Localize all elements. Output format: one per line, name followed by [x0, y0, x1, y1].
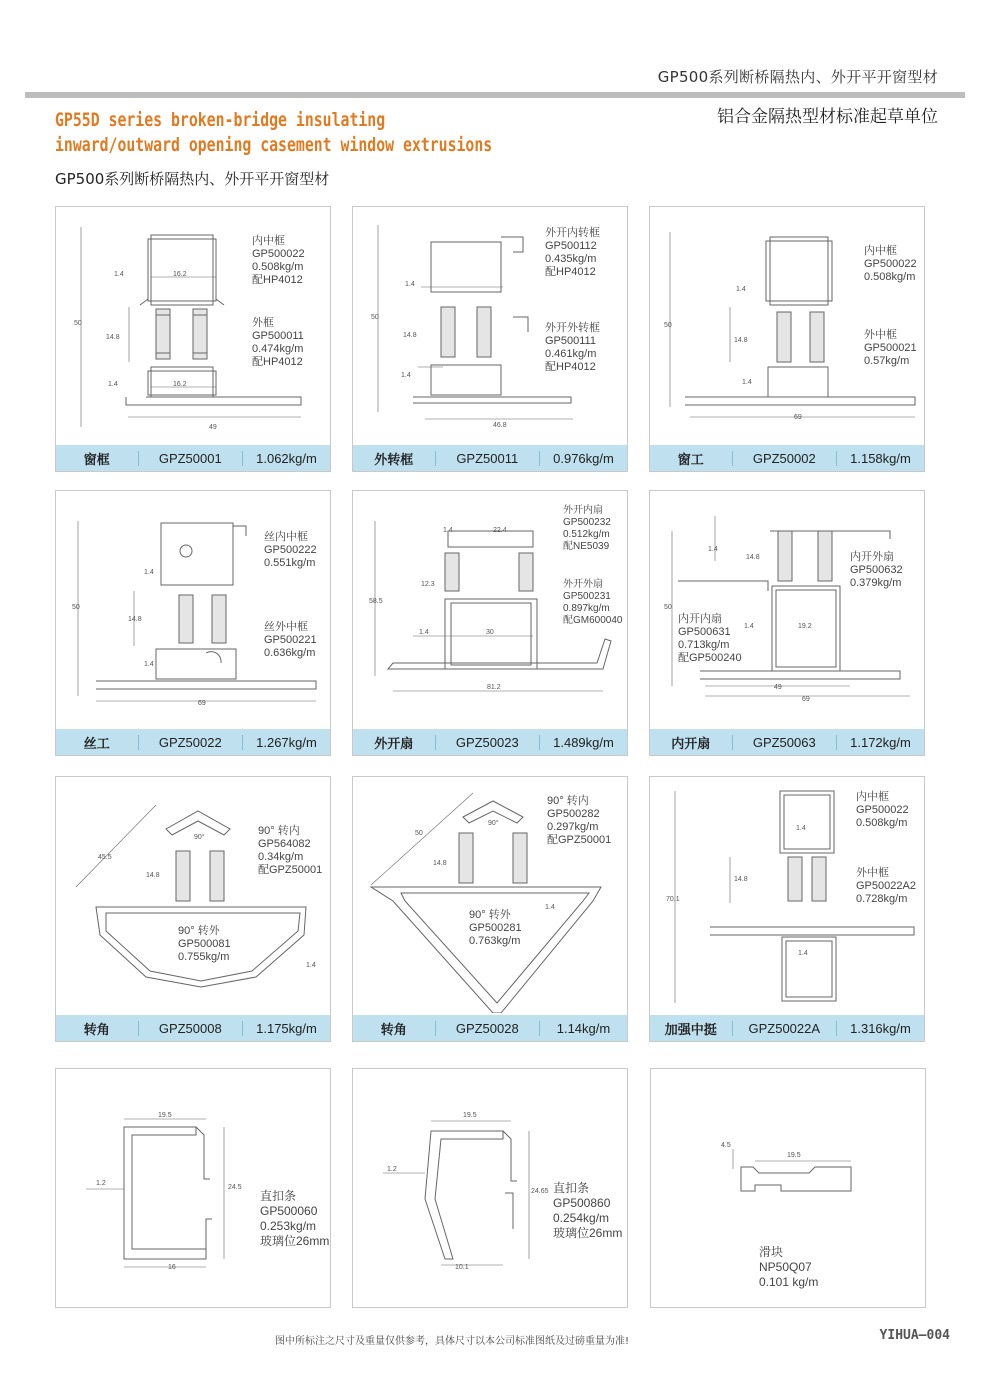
profile-name: 窗框	[83, 451, 110, 467]
profile-weight: 0.976kg/m	[553, 450, 614, 466]
profile-label: 外框 GP500011 0.474kg/m 配HP4012	[252, 317, 304, 368]
profile-weight: 1.175kg/m	[256, 1020, 317, 1036]
dimension-label: 81.2	[487, 684, 501, 691]
profile-panel	[352, 1068, 628, 1308]
footer-note: 图中所标注之尺寸及重量仅供参考，具体尺寸以本公司标准图纸及过磅重量为准!	[275, 1336, 630, 1347]
profile-code: GPZ50011	[435, 451, 540, 466]
english-title	[55, 108, 492, 158]
profile-info-bar	[353, 729, 627, 755]
profile-name: 加强中挺	[664, 1021, 717, 1037]
profile-name: 内开扇	[671, 735, 711, 751]
profile-name: 窗工	[677, 451, 704, 467]
dimension-label: 4.5	[721, 1142, 731, 1149]
dimension-label: 1.4	[419, 629, 429, 636]
dimension-label: 24.5	[228, 1184, 242, 1191]
profile-label: 直扣条 GP500060 0.253kg/m 玻璃位26mm	[260, 1189, 330, 1248]
dimension-label: 1.4	[114, 271, 124, 278]
profile-weight: 1.14kg/m	[556, 1020, 611, 1036]
profile-info-bar	[56, 1015, 330, 1041]
dimension-label: 49	[774, 684, 782, 691]
dimension-label: 45.5	[98, 854, 112, 861]
profile-panel	[649, 490, 925, 756]
dimension-label: 1.4	[736, 286, 746, 293]
profile-name: 转角	[380, 1021, 407, 1037]
profile-code: GPZ50002	[732, 451, 837, 466]
dimension-label: 14.8	[433, 860, 447, 867]
profile-panel	[55, 490, 331, 756]
profile-panel	[352, 776, 628, 1042]
dimension-label: 19.5	[158, 1112, 172, 1119]
profile-name: 丝工	[83, 735, 110, 751]
dimension-label: 50	[415, 830, 423, 837]
dimension-label: 1.4	[306, 962, 316, 969]
profile-label: 90° 转外 GP500281 0.763kg/m	[469, 909, 522, 947]
dimension-label: 50	[664, 322, 672, 329]
profile-label: 内开外扇 GP500632 0.379kg/m	[850, 551, 903, 589]
dimension-label: 19.5	[463, 1112, 477, 1119]
english-title-line1: GP55D series broken-bridge insulating	[55, 109, 386, 131]
dimension-label: 30	[486, 629, 494, 636]
dimension-label: 1.4	[401, 372, 411, 379]
profile-label: 直扣条 GP500860 0.254kg/m 玻璃位26mm	[553, 1181, 623, 1240]
profile-info-bar	[353, 445, 627, 471]
dimension-label: 16	[168, 1264, 176, 1271]
profile-weight: 1.062kg/m	[256, 450, 317, 466]
profile-weight: 1.489kg/m	[553, 734, 614, 750]
profile-info-bar	[650, 729, 924, 755]
profile-info-bar	[56, 445, 330, 471]
dimension-label: 1.4	[708, 546, 718, 553]
dimension-label: 1.4	[744, 623, 754, 630]
dimension-label: 1.4	[443, 527, 453, 534]
profile-name: 外转框	[374, 451, 414, 467]
dimension-label: 14.8	[106, 334, 120, 341]
profile-label: 外开内转框 GP500112 0.435kg/m 配HP4012	[545, 227, 600, 278]
profile-info-bar	[650, 1015, 924, 1041]
profile-label: 内中框 GP500022 0.508kg/m	[856, 791, 909, 829]
profile-info-bar	[650, 445, 924, 471]
dimension-label: 1.4	[108, 381, 118, 388]
dimension-label: 14.8	[734, 876, 748, 883]
profile-weight: 1.172kg/m	[850, 734, 911, 750]
profile-label: 内开内扇 GP500631 0.713kg/m 配GP500240	[678, 613, 742, 664]
dimension-label: 16.2	[173, 381, 187, 388]
profile-label: 外开外转框 GP500111 0.461kg/m 配HP4012	[545, 322, 600, 373]
dimension-label: 50	[664, 604, 672, 611]
dimension-label: 1.4	[144, 569, 154, 576]
profile-name: 外开扇	[374, 735, 414, 751]
dimension-label: 50	[371, 314, 379, 321]
dimension-label: 1.4	[742, 379, 752, 386]
profile-panel	[352, 490, 628, 756]
dimension-label: 58.5	[369, 598, 383, 605]
dimension-label: 12.3	[421, 581, 435, 588]
dimension-label: 1.2	[96, 1180, 106, 1187]
profile-info-bar	[353, 1015, 627, 1041]
dimension-label: 1.4	[545, 904, 555, 911]
profile-code: GPZ50063	[732, 735, 837, 750]
profile-label: 滑块 NP50Q07 0.101 kg/m	[759, 1245, 819, 1289]
dimension-label: 69	[198, 700, 206, 707]
profile-label: 90° 转内 GP564082 0.34kg/m 配GPZ50001	[258, 825, 323, 876]
profile-label: 外开外扇 GP500231 0.897kg/m 配GM600040	[563, 579, 623, 626]
profile-panel	[649, 206, 925, 472]
chinese-title: GP500系列断桥隔热内、外开平开窗型材	[55, 170, 330, 188]
dimension-label: 22.4	[493, 527, 507, 534]
profile-panel	[352, 206, 628, 472]
dimension-label: 24.65	[531, 1188, 549, 1195]
dimension-label: 49	[209, 424, 217, 431]
profile-weight: 1.267kg/m	[256, 734, 317, 750]
dimension-label: 19.5	[787, 1152, 801, 1159]
profile-label: 外中框 GP500021 0.57kg/m	[864, 329, 917, 367]
profile-label: 丝内中框 GP500222 0.551kg/m	[264, 531, 317, 569]
dimension-label: 69	[794, 414, 802, 421]
dimension-label: 14.8	[146, 872, 160, 879]
profile-code: GPZ50028	[435, 1021, 540, 1036]
dimension-label: 46.8	[493, 422, 507, 429]
profile-label: 内中框 GP500022 0.508kg/m	[864, 245, 917, 283]
profile-panel	[55, 1068, 331, 1308]
english-title-line2: inward/outward opening casement window extrusions	[55, 134, 493, 156]
profile-label: 外开内扇 GP500232 0.512kg/m 配NE5039	[563, 505, 611, 552]
profile-code: GPZ50022	[138, 735, 243, 750]
dimension-label: 16.2	[173, 271, 187, 278]
dimension-label: 14.8	[746, 554, 760, 561]
dimension-label: 1.4	[796, 825, 806, 832]
profile-weight: 1.158kg/m	[850, 450, 911, 466]
profile-code: GPZ50008	[138, 1021, 243, 1036]
profile-label: 外中框 GP50022A2 0.728kg/m	[856, 867, 916, 905]
dimension-label: 50	[72, 604, 80, 611]
header-subtitle: 铝合金隔热型材标准起草单位	[717, 107, 938, 127]
dimension-label: 14.8	[403, 332, 417, 339]
dimension-label: 1.4	[405, 281, 415, 288]
dimension-label: 1.4	[144, 661, 154, 668]
profile-weight: 1.316kg/m	[850, 1020, 911, 1036]
dimension-label: 14.8	[734, 337, 748, 344]
profile-panel	[650, 1068, 926, 1308]
profile-label: 丝外中框 GP500221 0.636kg/m	[264, 621, 317, 659]
dimension-label: 90°	[488, 820, 499, 827]
page-number: YIHUA—004	[879, 1328, 950, 1343]
profile-panel	[55, 206, 331, 472]
dimension-label: 1.4	[798, 950, 808, 957]
profile-label: 90° 转内 GP500282 0.297kg/m 配GPZ50001	[547, 795, 612, 846]
profile-info-bar	[56, 729, 330, 755]
dimension-label: 90°	[194, 834, 205, 841]
profile-code: GPZ50001	[138, 451, 243, 466]
header-bar	[25, 92, 965, 98]
dimension-label: 50	[74, 320, 82, 327]
profile-code: GPZ50022A	[732, 1021, 837, 1036]
profile-panel	[649, 776, 925, 1042]
profile-panel	[55, 776, 331, 1042]
dimension-label: 1.2	[387, 1166, 397, 1173]
profile-label: 90° 转外 GP500081 0.755kg/m	[178, 925, 231, 963]
dimension-label: 19.2	[798, 623, 812, 630]
dimension-label: 70.1	[666, 896, 680, 903]
dimension-label: 69	[802, 696, 810, 703]
profile-name: 转角	[83, 1021, 110, 1037]
dimension-label: 14.8	[128, 616, 142, 623]
header-top-title: GP500系列断桥隔热内、外开平开窗型材	[657, 68, 938, 86]
profile-code: GPZ50023	[435, 735, 540, 750]
dimension-label: 10.1	[455, 1264, 469, 1271]
profile-label: 内中框 GP500022 0.508kg/m 配HP4012	[252, 235, 305, 286]
